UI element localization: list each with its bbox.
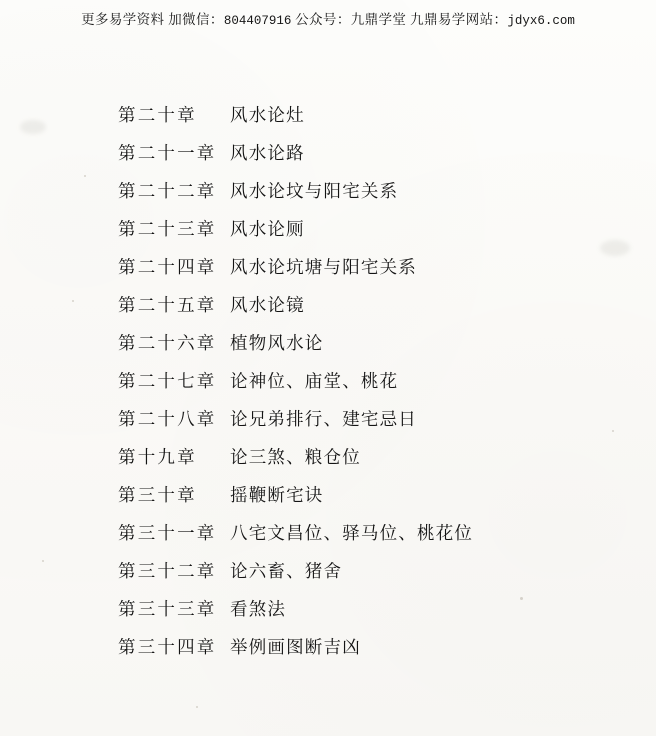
toc-chapter-title: 植物风水论: [230, 333, 324, 353]
toc-entry: [118, 628, 618, 666]
table-of-contents: [118, 96, 618, 666]
toc-chapter-title: 看煞法: [230, 599, 287, 619]
toc-chapter-title: 风水论坟与阳宅关系: [230, 181, 399, 201]
scan-speck: [72, 300, 74, 302]
toc-chapter-number: 第二十六章: [118, 333, 217, 353]
toc-chapter-title: 举例画图断吉凶: [230, 637, 361, 657]
toc-entry: [118, 134, 618, 172]
toc-chapter-number: 第二十三章: [118, 219, 217, 239]
toc-entry: [118, 248, 618, 286]
header-text-middle: 公众号：九鼎学堂 九鼎易学网站：: [291, 12, 508, 27]
toc-chapter-number: 第三十三章: [118, 599, 217, 619]
scan-speck: [520, 597, 523, 600]
page-header: [0, 8, 656, 28]
toc-chapter-number: 第二十章: [118, 105, 197, 125]
toc-entry: [118, 514, 618, 552]
scan-speck: [612, 430, 614, 432]
scan-speck: [84, 175, 86, 177]
toc-chapter-title: 论兄弟排行、建宅忌日: [230, 409, 417, 429]
toc-chapter-number: 第二十一章: [118, 143, 217, 163]
toc-entry: [118, 172, 618, 210]
toc-entry: [118, 476, 618, 514]
toc-chapter-number: 第二十七章: [118, 371, 217, 391]
toc-chapter-title: 风水论灶: [230, 105, 305, 125]
toc-entry: [118, 400, 618, 438]
toc-chapter-title: 论神位、庙堂、桃花: [230, 371, 399, 391]
toc-entry: [118, 590, 618, 628]
toc-chapter-number: 第三十四章: [118, 637, 217, 657]
toc-chapter-number: 第十九章: [118, 447, 197, 467]
toc-chapter-title: 八宅文昌位、驿马位、桃花位: [230, 523, 474, 543]
toc-entry: [118, 552, 618, 590]
toc-chapter-number: 第三十章: [118, 485, 197, 505]
toc-chapter-title: 论六畜、猪舍: [230, 561, 343, 581]
toc-chapter-title: 风水论厕: [230, 219, 305, 239]
header-wechat-id: 804407916: [223, 14, 292, 28]
toc-chapter-number: 第二十五章: [118, 295, 217, 315]
scan-smudge: [20, 120, 46, 134]
toc-entry: [118, 210, 618, 248]
toc-entry: [118, 324, 618, 362]
toc-entry: [118, 362, 618, 400]
toc-chapter-title: 风水论坑塘与阳宅关系: [230, 257, 417, 277]
header-text-prefix: 更多易学资料 加微信：: [81, 12, 224, 27]
toc-chapter-title: 论三煞、粮仓位: [230, 447, 361, 467]
toc-chapter-number: 第三十二章: [118, 561, 217, 581]
scan-speck: [42, 560, 44, 562]
toc-chapter-title: 摇鞭断宅诀: [230, 485, 324, 505]
scan-smudge: [600, 240, 630, 256]
toc-entry: [118, 286, 618, 324]
toc-chapter-number: 第二十八章: [118, 409, 217, 429]
toc-entry: [118, 96, 618, 134]
toc-chapter-title: 风水论镜: [230, 295, 305, 315]
toc-chapter-number: 第二十二章: [118, 181, 217, 201]
toc-chapter-number: 第三十一章: [118, 523, 217, 543]
toc-chapter-title: 风水论路: [230, 143, 305, 163]
toc-chapter-number: 第二十四章: [118, 257, 217, 277]
toc-entry: [118, 438, 618, 476]
header-website: jdyx6.com: [507, 14, 575, 28]
scan-speck: [196, 706, 198, 708]
